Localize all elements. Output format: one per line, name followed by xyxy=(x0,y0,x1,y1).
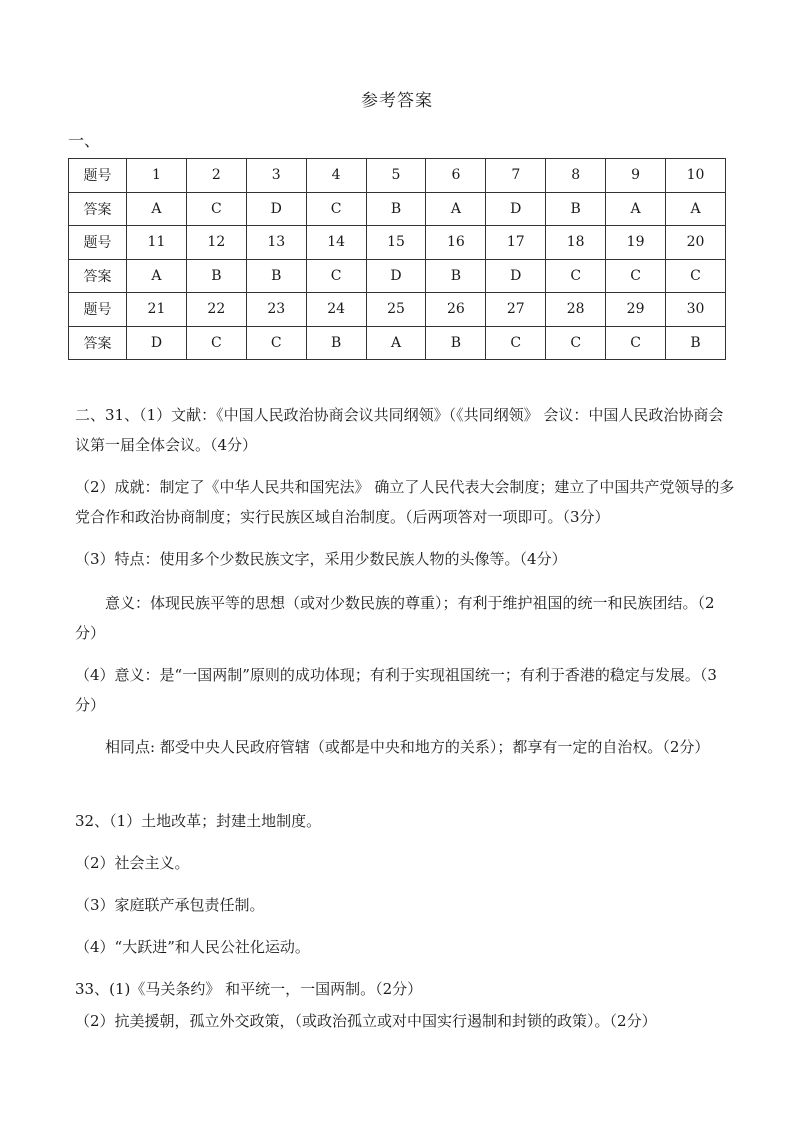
answer-31-3: （3）特点：使用多个少数民族文字，采用少数民族人物的头像等。（4分） xyxy=(75,550,567,568)
table-cell: 19 xyxy=(606,226,666,260)
table-cell: 27 xyxy=(486,293,546,327)
answer-31-4-similarity: 相同点: 都受中央人民政府管辖（或都是中央和地方的关系）；都享有一定的自治权。（2分） xyxy=(105,738,710,756)
table-row xyxy=(69,159,726,193)
table-row xyxy=(69,226,726,260)
answer-33-1: 33、(1)《马关条约》 和平统一，一国两制。（2分） xyxy=(75,980,423,998)
answer-31-3-significance: 意义：体现民族平等的思想（或对少数民族的尊重）；有利于维护祖国的统一和民族团结。（2分） xyxy=(75,594,715,642)
table-cell: 15 xyxy=(366,226,426,260)
row-label: 答案 xyxy=(69,259,127,293)
table-cell: B xyxy=(426,326,486,360)
table-cell: 11 xyxy=(127,226,187,260)
answer-31-4: （4）意义：是“一国两制”原则的成功体现；有利于实现祖国统一；有利于香港的稳定与发展。（3分） xyxy=(75,666,717,714)
row-label: 题号 xyxy=(69,226,127,260)
page-title: 参考答案 xyxy=(361,91,433,111)
table-cell: 2 xyxy=(186,159,246,193)
answer-31-1: 二、31、（1）文献：《中国人民政治协商会议共同纲领》（《共同纲领》 会议：中国人民政治协商会议第一届全体会议。（4分） xyxy=(75,406,724,454)
table-cell: C xyxy=(666,259,726,293)
answer-32-2: （2）社会主义。 xyxy=(75,854,190,872)
section-one-label: 一、 xyxy=(68,131,101,150)
table-cell: A xyxy=(127,192,187,226)
table-cell: A xyxy=(666,192,726,226)
table-cell: 9 xyxy=(606,159,666,193)
table-cell: 24 xyxy=(306,293,366,327)
table-cell: 17 xyxy=(486,226,546,260)
table-cell: C xyxy=(306,192,366,226)
row-label: 答案 xyxy=(69,192,127,226)
table-cell: 14 xyxy=(306,226,366,260)
table-cell: 3 xyxy=(246,159,306,193)
table-cell: 20 xyxy=(666,226,726,260)
table-cell: C xyxy=(186,326,246,360)
table-cell: B xyxy=(306,326,366,360)
table-cell: D xyxy=(486,192,546,226)
answer-31-2: （2）成就：制定了《中华人民共和国宪法》 确立了人民代表大会制度；建立了中国共产党领导的多党合作和政治协商制度；实行民族区域自治制度。（后两项答对一项即可。（3分） xyxy=(75,478,735,526)
table-cell: D xyxy=(486,259,546,293)
table-cell: 4 xyxy=(306,159,366,193)
table-cell: D xyxy=(366,259,426,293)
table-cell: C xyxy=(546,326,606,360)
answer-33-2: （2）抗美援朝，孤立外交政策，（或政治孤立或对中国实行遏制和封锁的政策）。（2分） xyxy=(75,1012,657,1030)
row-label: 题号 xyxy=(69,293,127,327)
table-cell: C xyxy=(246,326,306,360)
table-cell: C xyxy=(546,259,606,293)
table-cell: 12 xyxy=(186,226,246,260)
table-cell: 16 xyxy=(426,226,486,260)
table-cell: 28 xyxy=(546,293,606,327)
table-cell: D xyxy=(246,192,306,226)
table-cell: 22 xyxy=(186,293,246,327)
table-cell: 13 xyxy=(246,226,306,260)
table-cell: B xyxy=(426,259,486,293)
table-cell: A xyxy=(426,192,486,226)
answer-table-body xyxy=(69,159,726,360)
row-label: 答案 xyxy=(69,326,127,360)
table-cell: B xyxy=(186,259,246,293)
table-cell: 25 xyxy=(366,293,426,327)
table-row xyxy=(69,192,726,226)
table-cell: 30 xyxy=(666,293,726,327)
table-cell: C xyxy=(606,259,666,293)
table-cell: B xyxy=(246,259,306,293)
table-cell: 7 xyxy=(486,159,546,193)
answer-table xyxy=(68,158,726,360)
table-cell: 5 xyxy=(366,159,426,193)
table-cell: C xyxy=(486,326,546,360)
table-cell: 1 xyxy=(127,159,187,193)
table-cell: 10 xyxy=(666,159,726,193)
table-cell: 6 xyxy=(426,159,486,193)
table-row xyxy=(69,326,726,360)
table-cell: D xyxy=(127,326,187,360)
table-cell: 29 xyxy=(606,293,666,327)
table-cell: B xyxy=(366,192,426,226)
table-cell: B xyxy=(546,192,606,226)
table-cell: 21 xyxy=(127,293,187,327)
answer-32-3: （3）家庭联产承包责任制。 xyxy=(75,896,265,914)
table-cell: C xyxy=(606,326,666,360)
row-label: 题号 xyxy=(69,159,127,193)
table-cell: C xyxy=(306,259,366,293)
answer-32-1: 32、（1）土地改革；封建土地制度。 xyxy=(75,812,322,830)
table-cell: C xyxy=(186,192,246,226)
table-row xyxy=(69,293,726,327)
table-cell: 26 xyxy=(426,293,486,327)
table-cell: A xyxy=(606,192,666,226)
table-cell: B xyxy=(666,326,726,360)
table-cell: 8 xyxy=(546,159,606,193)
table-row xyxy=(69,259,726,293)
table-cell: A xyxy=(127,259,187,293)
table-cell: 23 xyxy=(246,293,306,327)
table-cell: 18 xyxy=(546,226,606,260)
table-cell: A xyxy=(366,326,426,360)
answer-32-4: （4）“大跃进”和人民公社化运动。 xyxy=(75,938,310,956)
